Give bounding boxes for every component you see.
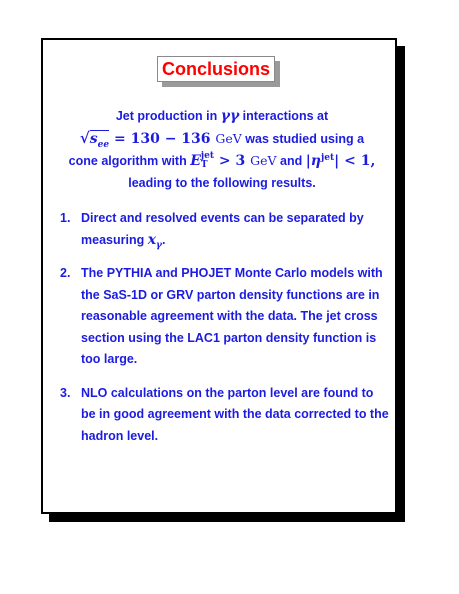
intro-line-3 bbox=[52, 150, 392, 173]
sqrt-radicand bbox=[89, 130, 110, 150]
et-threshold: > 3 bbox=[214, 153, 251, 169]
intro-text: cone algorithm with bbox=[68, 154, 191, 168]
results-list bbox=[60, 208, 390, 459]
slide-title: Conclusions bbox=[157, 56, 275, 82]
eta-threshold: | < 1, bbox=[334, 153, 376, 169]
item-text: The PYTHIA and PHOJET Monte Carlo models with the SaS-1D or GRV parton density functions are in reasonable agreement with the data. The jet cross section using the LAC1 parton density function is too large. bbox=[81, 266, 383, 366]
jet-superscript: jet bbox=[200, 151, 215, 161]
e-symbol: E bbox=[190, 153, 201, 169]
ee-subscript: ee bbox=[97, 139, 110, 150]
gev-unit: GeV bbox=[215, 130, 242, 146]
intro-text: Jet production in bbox=[115, 109, 221, 123]
s-symbol: s bbox=[89, 130, 98, 147]
gev-unit: GeV bbox=[250, 153, 277, 168]
x-symbol: x bbox=[147, 231, 157, 248]
intro-text: was studied using a bbox=[241, 131, 365, 146]
eta-symbol: |η bbox=[305, 153, 321, 169]
list-item bbox=[60, 383, 390, 448]
intro-text: and bbox=[276, 154, 306, 168]
title-container bbox=[157, 56, 275, 82]
item-body: Direct and resolved events can be separated by measuring bbox=[81, 211, 364, 247]
item-number: 1. bbox=[60, 211, 71, 225]
intro-text: interactions at bbox=[239, 109, 329, 123]
intro-line-1 bbox=[52, 106, 392, 128]
item-text bbox=[81, 208, 390, 251]
list-item bbox=[60, 208, 390, 251]
item-end: . bbox=[162, 232, 166, 247]
t-subscript: T bbox=[200, 160, 208, 170]
item-text: NLO calculations on the parton level are found to be in good agreement with the data corrected to the hadron level. bbox=[81, 385, 389, 443]
sqrt-symbol: √ bbox=[79, 128, 90, 147]
jet-superscript: jet bbox=[321, 152, 335, 163]
intro-line-4: leading to the following results. bbox=[128, 175, 316, 190]
gamma-subscript: γ bbox=[156, 240, 162, 250]
intro-line-2 bbox=[52, 128, 392, 151]
et-jet-math bbox=[190, 153, 214, 169]
list-item bbox=[60, 263, 390, 371]
energy-range: = 130 − 136 bbox=[109, 130, 216, 147]
item-number: 3. bbox=[60, 385, 71, 400]
gamma-gamma-math: γγ bbox=[220, 108, 240, 124]
intro-paragraph bbox=[52, 106, 392, 194]
item-number: 2. bbox=[60, 266, 71, 280]
